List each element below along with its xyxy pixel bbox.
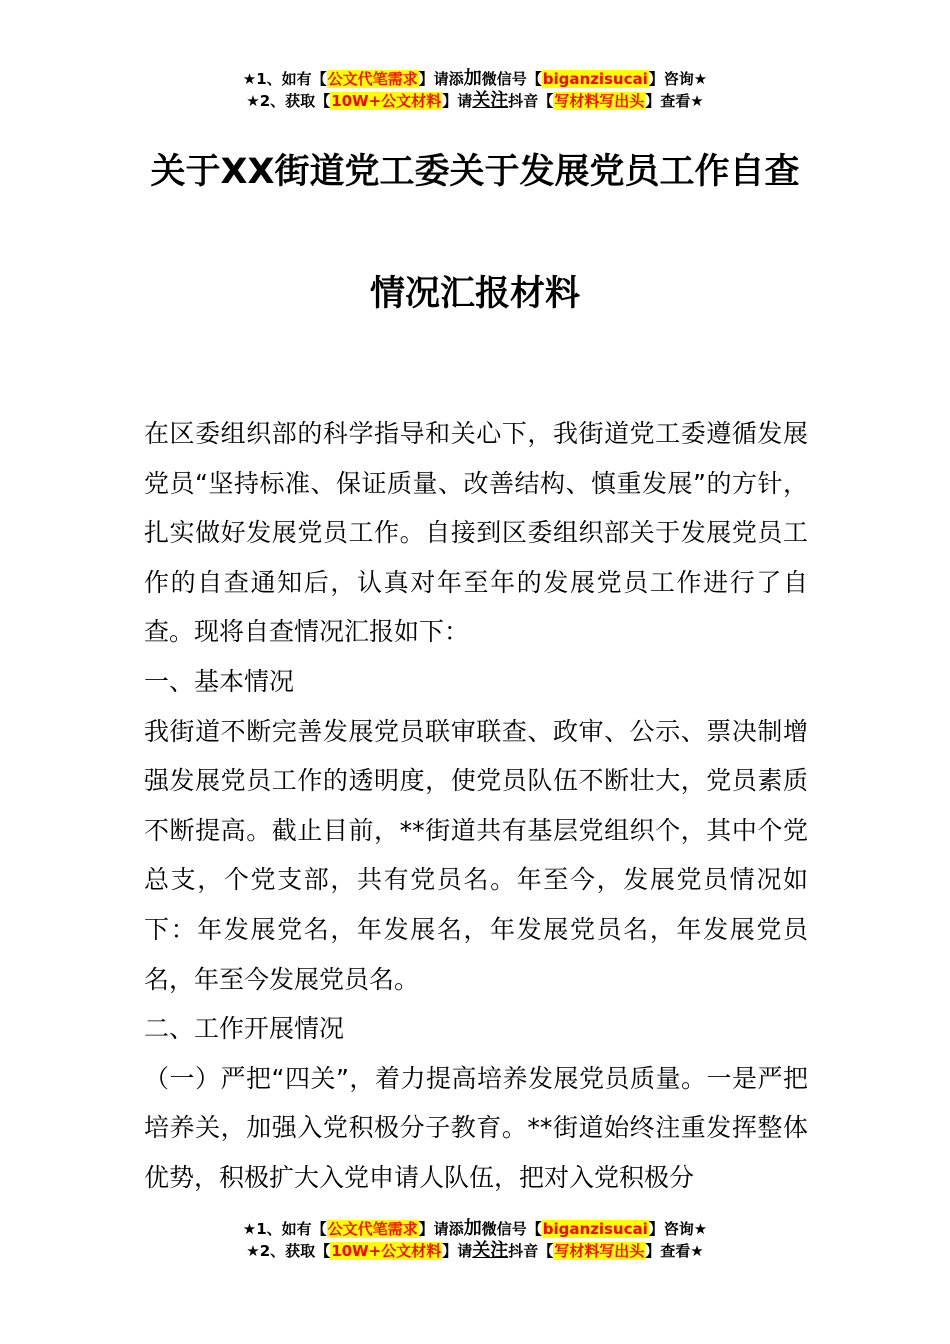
paragraph-basic-situation: 我街道不断完善发展党员联审联查、政审、公示、票决制增强发展党员工作的透明度，使党员队伍不断壮大，党员素质不断提高。截止目前，**街道共有基层党组织个，其中个党总支，个党支部，共有党员名。年至今，发展党员情况如下：年发展党名，年发展名，年发展党员名，年发展党员名，年至今发展党员名。 (144, 716, 808, 994)
banner-text: 抖音【 (508, 1242, 554, 1260)
header-banner (0, 68, 950, 112)
banner-text: 微信号【 (481, 70, 542, 88)
banner-text: 】查看★ (645, 92, 704, 110)
footer-banner (0, 1218, 950, 1262)
banner-text: ★1、如有【 (242, 70, 327, 88)
document-title-line-1: 关于XX街道党工委关于发展党员工作自查 (150, 152, 800, 192)
section-heading-basic: 一、基本情况 (144, 666, 295, 696)
banner-line-2 (0, 90, 950, 112)
banner-text: ★2、获取【 (246, 92, 331, 110)
banner-text: ★1、如有【 (242, 1220, 327, 1238)
banner-line-2 (0, 1240, 950, 1262)
highlight-service: 公文代笔需求 (327, 1220, 418, 1238)
banner-text: 】咨询★ (648, 70, 708, 88)
highlight-wechat-id: biganzisucai (542, 1220, 648, 1238)
document-body (144, 409, 808, 1203)
banner-emphasis: 加 (463, 1218, 482, 1239)
highlight-wechat-id: biganzisucai (542, 70, 648, 88)
banner-emphasis: 关注 (472, 1240, 509, 1261)
banner-text: ★2、获取【 (246, 1242, 331, 1260)
banner-text: 】请添 (418, 70, 464, 88)
highlight-account: 写材料写出头 (554, 92, 645, 110)
banner-text: 】请添 (418, 1220, 464, 1238)
paragraph-work: （一）严把“四关”，着力提高培养发展党员质量。一是严把培养关，加强入党积极分子教育。**街道始终注重发挥整体优势，积极扩大入党申请人队伍，把对入党积极分 (144, 1063, 808, 1192)
banner-text: 】查看★ (645, 1242, 704, 1260)
banner-text: 微信号【 (481, 1220, 542, 1238)
banner-text: 抖音【 (508, 92, 554, 110)
highlight-account: 写材料写出头 (554, 1242, 645, 1260)
section-heading-work: 二、工作开展情况 (144, 1014, 345, 1044)
banner-line-1 (0, 68, 950, 90)
highlight-service: 公文代笔需求 (327, 70, 418, 88)
banner-line-1 (0, 1218, 950, 1240)
highlight-materials: 10W+公文材料 (331, 92, 442, 110)
banner-emphasis: 关注 (472, 90, 509, 111)
banner-text: 】请 (442, 1242, 473, 1260)
banner-text: 】咨询★ (648, 1220, 708, 1238)
banner-emphasis: 加 (463, 68, 482, 89)
paragraph-intro: 在区委组织部的科学指导和关心下，我街道党工委遵循发展党员“坚持标准、保证质量、改善结构、慎重发展”的方针，扎实做好发展党员工作。自接到区委组织部关于发展党员工作的自查通知后，认真对年至年的发展党员工作进行了自查。现将自查情况汇报如下： (144, 419, 808, 647)
document-title-line-2: 情况汇报材料 (369, 274, 580, 314)
banner-text: 】请 (442, 92, 473, 110)
highlight-materials: 10W+公文材料 (331, 1242, 442, 1260)
